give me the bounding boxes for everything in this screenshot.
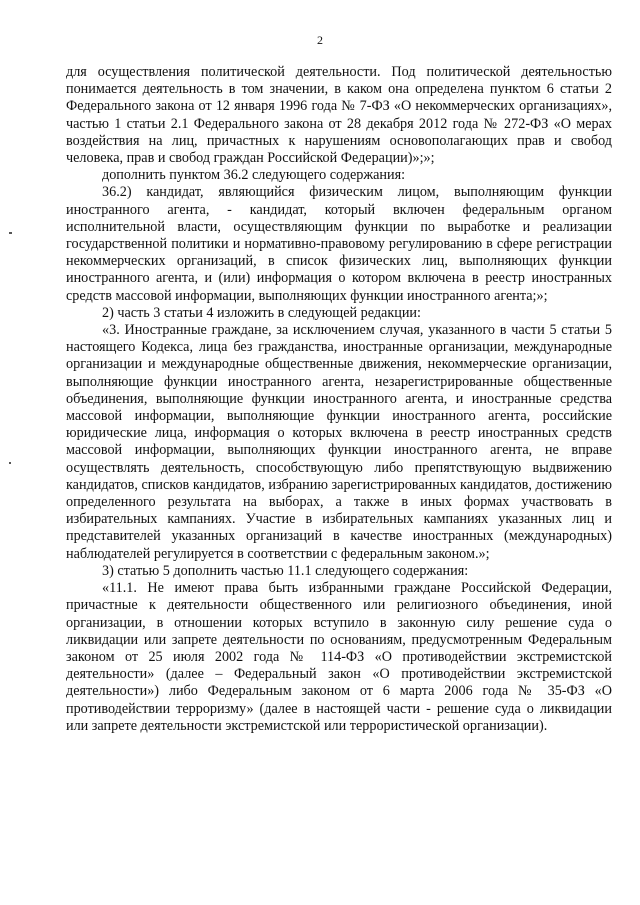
margin-scan-mark — [9, 462, 11, 464]
paragraph-36-2: 36.2) кандидат, являющийся физическим лицом, выполняющим функции иностранного агента, - кандидат, который включен федеральным органом исполнительной власти, осуществляющим функции по выработке и реализации государственной политики и нормативно-правовому регулированию в сфере регистрации некоммерческих организаций, в список физических лиц, выполняющих функции иностранного агента, и (или) информация о котором включена в реестр иностранных средств массовой информации, выполняющих функции иностранного агента;»; — [66, 184, 612, 304]
page-number: 2 — [317, 33, 323, 47]
margin-scan-mark — [9, 232, 12, 234]
paragraph-amend-36-2-intro: дополнить пунктом 36.2 следующего содержания: — [102, 167, 406, 184]
paragraph-item-3: 3) статью 5 дополнить частью 11.1 следующего содержания: — [102, 562, 469, 579]
paragraph-continuation: для осуществления политической деятельности. Под политической деятельностью понимается деятельность в том значении, в каком она определена пунктом 6 статьи 2 Федерального закона от 12 января 1996 года № 7-ФЗ «О некоммерческих организациях», частью 1 статьи 2.1 Федерального закона от 28 декабря 2012 года № 272-ФЗ «О мерах воздействия на лиц, причастных к нарушениям основополагающих прав и свобод человека, прав и свобод граждан Российской Федерации)»;»; — [66, 64, 612, 167]
document-body — [66, 64, 612, 735]
paragraph-part-11-1: «11.1. Не имеют права быть избранными граждане Российской Федерации, причастные к деятельности общественного или религиозного объединения, иной организации, в отношении которых вступило в законную силу решение суда о ликвидации или запрете деятельности по основаниям, предусмотренным Федеральным законом от 25 июля 2002 года № 114-ФЗ «О противодействии экстремистской деятельности» (далее – Федеральный закон «О противодействии экстремистской деятельности») либо Федеральным законом от 6 марта 2006 года № 35-ФЗ «О противодействии терроризму» (далее в настоящей части - решение суда о ликвидации или запрете деятельности экстремистской или террористической организации). — [66, 580, 612, 734]
paragraph-part-3: «3. Иностранные граждане, за исключением случая, указанного в части 5 статьи 5 настоящего Кодекса, лица без гражданства, иностранные организации, международные организации и международные общественные движения, некоммерческие организации, выполняющие функции иностранного агента, незарегистрированные общественные объединения, выполняющие функции иностранного агента, и иностранные средства массовой информации, выполняющие функции иностранного агента, российские юридические лица, информация о которых включена в реестр иностранных средств массовой информации, выполняющих функции иностранного агента, не вправе осуществлять деятельность, способствующую либо препятствующую выдвижению кандидатов, списков кандидатов, избранию зарегистрированных кандидатов, достижению определенного результата на выборах, а также в иных формах участвовать в избирательных кампаниях. Участие в избирательных кампаниях указанных лиц и представителей указанных организаций в качестве иностранных (международных) наблюдателей регулируется в соответствии с федеральным законом.»; — [66, 322, 612, 562]
paragraph-item-2: 2) часть 3 статьи 4 изложить в следующей редакции: — [102, 304, 421, 321]
